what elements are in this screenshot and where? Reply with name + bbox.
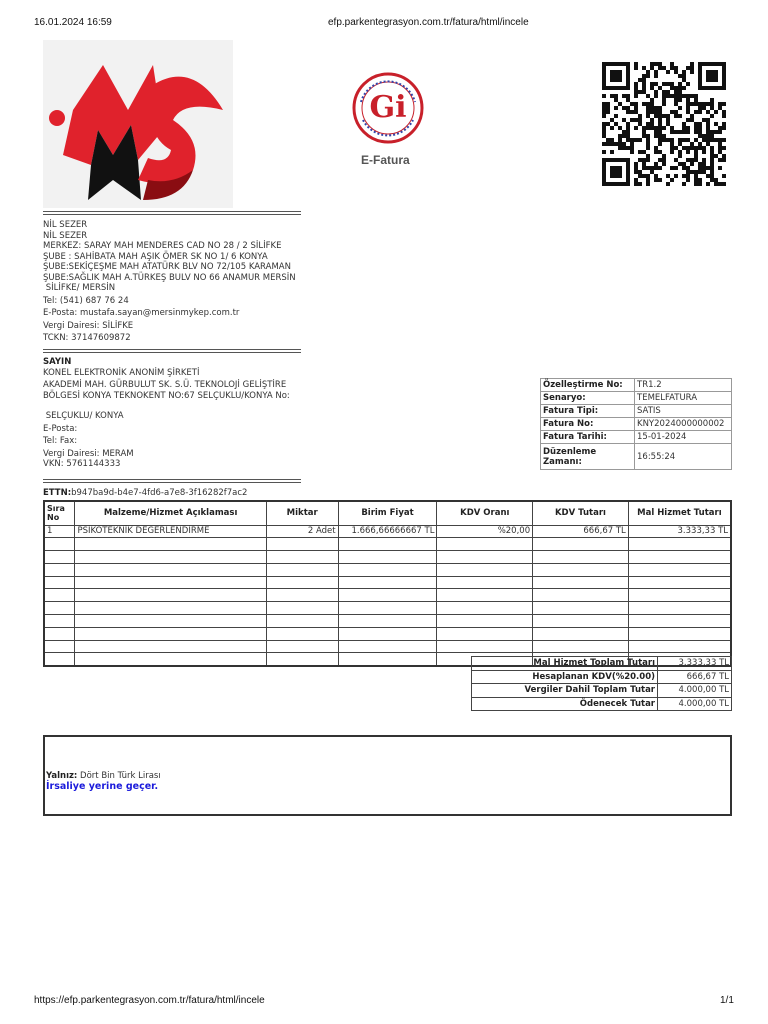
totals-row	[472, 684, 732, 698]
separator-buyer-top	[43, 349, 301, 353]
col-header: KDV Tutarı	[533, 501, 629, 525]
cell	[338, 551, 437, 564]
table-row	[44, 525, 731, 538]
cell	[44, 538, 75, 551]
cell	[628, 538, 731, 551]
seller-line: SİLİFKE/ MERSİN	[43, 283, 116, 293]
cell	[437, 576, 533, 589]
cell	[75, 653, 266, 666]
cell	[437, 627, 533, 640]
table-row-empty	[44, 563, 731, 576]
cell	[437, 563, 533, 576]
info-value: KNY2024000000002	[635, 418, 732, 431]
table-row-empty	[44, 576, 731, 589]
company-logo	[43, 40, 233, 208]
cell	[266, 653, 338, 666]
cell	[338, 627, 437, 640]
cell	[75, 551, 266, 564]
print-url-top: efp.parkentegrasyon.com.tr/fatura/html/incele	[328, 17, 529, 28]
info-key: Senaryo:	[541, 392, 635, 405]
totals-value: 4.000,00 TL	[658, 684, 732, 698]
totals-key: Ödenecek Tutar	[472, 697, 658, 711]
cell	[628, 576, 731, 589]
cell: 2 Adet	[266, 525, 338, 538]
cell	[628, 615, 731, 628]
info-row	[541, 379, 732, 392]
cell	[533, 551, 629, 564]
print-url-bottom: https://efp.parkentegrasyon.com.tr/fatura/html/incele	[34, 995, 265, 1006]
cell	[44, 615, 75, 628]
seller-line: MERKEZ: SARAY MAH MENDERES CAD NO 28 / 2 SİLİFKE	[43, 241, 282, 251]
cell	[75, 563, 266, 576]
info-value: 15-01-2024	[635, 431, 732, 444]
col-header: Birim Fiyat	[338, 501, 437, 525]
col-header: Malzeme/Hizmet Açıklaması	[75, 501, 266, 525]
totals-table	[471, 656, 732, 711]
col-header: Mal Hizmet Tutarı	[628, 501, 731, 525]
gib-seal-icon	[349, 72, 427, 144]
info-key: Özelleştirme No:	[541, 379, 635, 392]
info-row	[541, 431, 732, 444]
cell	[266, 589, 338, 602]
yalniz-value: Dört Bin Türk Lirası	[77, 771, 161, 781]
totals-key: Hesaplanan KDV(%20.00)	[472, 670, 658, 684]
cell	[75, 576, 266, 589]
seller-tel: Tel: (541) 687 76 24	[43, 295, 129, 306]
info-key: Fatura Tarihi:	[541, 431, 635, 444]
totals-value: 3.333,33 TL	[658, 657, 732, 671]
svg-text:Gi: Gi	[369, 90, 407, 125]
cell: 1.666,66666667 TL	[338, 525, 437, 538]
table-row-empty	[44, 640, 731, 653]
irsaliye-note: İrsaliye yerine geçer.	[46, 781, 159, 792]
col-header: Sıra No	[44, 501, 75, 525]
cell	[266, 602, 338, 615]
cell	[628, 551, 731, 564]
cell	[266, 563, 338, 576]
cell	[266, 538, 338, 551]
info-row	[541, 444, 732, 470]
table-row-empty	[44, 627, 731, 640]
seller-info	[43, 220, 296, 344]
info-value: TEMELFATURA	[635, 392, 732, 405]
cell	[266, 640, 338, 653]
cell: PSİKOTEKNİK DEGERLENDİRME	[75, 525, 266, 538]
cell	[44, 589, 75, 602]
table-row-empty	[44, 602, 731, 615]
totals-row	[472, 657, 732, 671]
info-row	[541, 392, 732, 405]
seller-line: NİL SEZER	[43, 220, 88, 230]
cell	[533, 602, 629, 615]
buyer-tax-office: Vergi Dairesi: MERAM	[43, 448, 134, 459]
buyer-line: AKADEMİ MAH. GÜRBULUT SK. S.Ü. TEKNOLOJİ GELİŞTİRE	[43, 380, 287, 390]
cell	[533, 640, 629, 653]
buyer-email: E-Posta:	[43, 423, 78, 434]
buyer-line	[43, 401, 290, 411]
cell	[437, 551, 533, 564]
cell	[75, 640, 266, 653]
seller-tax-office: Vergi Dairesi: SİLİFKE	[43, 320, 134, 331]
cell	[338, 576, 437, 589]
cell	[75, 602, 266, 615]
cell	[437, 538, 533, 551]
cell	[44, 576, 75, 589]
cell	[533, 627, 629, 640]
seller-line: NİL SEZER	[43, 230, 88, 241]
table-row-empty	[44, 615, 731, 628]
cell	[75, 615, 266, 628]
info-value: 16:55:24	[635, 444, 732, 470]
info-row	[541, 418, 732, 431]
cell	[533, 563, 629, 576]
info-key: Fatura Tipi:	[541, 405, 635, 418]
ettn-value: b947ba9d-b4e7-4fd6-a7e8-3f16282f7ac2	[71, 488, 248, 498]
cell	[628, 563, 731, 576]
seller-line: ŞUBE:SEKİÇEŞME MAH ATATÜRK BLV NO 72/105 KARAMAN	[43, 262, 291, 272]
totals-value: 666,67 TL	[658, 670, 732, 684]
table-row-empty	[44, 538, 731, 551]
cell	[338, 653, 437, 666]
cell	[266, 576, 338, 589]
cell	[44, 602, 75, 615]
cell	[44, 653, 75, 666]
seller-line: ŞUBE : SAHİBATA MAH AŞIK ÖMER SK NO 1/ 6 KONYA	[43, 251, 268, 262]
cell	[44, 563, 75, 576]
cell	[437, 589, 533, 602]
cell	[437, 615, 533, 628]
col-header: Miktar	[266, 501, 338, 525]
info-row	[541, 405, 732, 418]
cell	[628, 602, 731, 615]
table-row-empty	[44, 589, 731, 602]
cell	[533, 589, 629, 602]
buyer-vkn: VKN: 5761144333	[43, 459, 121, 469]
cell	[533, 538, 629, 551]
info-key: Düzenleme Zamanı:	[541, 444, 635, 470]
cell	[75, 538, 266, 551]
info-value: SATIS	[635, 405, 732, 418]
cell	[338, 589, 437, 602]
efatura-label: E-Fatura	[361, 153, 410, 167]
yalniz-label: Yalnız:	[46, 771, 78, 781]
table-row-empty	[44, 551, 731, 564]
items-table	[43, 500, 732, 667]
cell	[533, 615, 629, 628]
print-datetime: 16.01.2024 16:59	[34, 17, 112, 28]
cell: 1	[44, 525, 75, 538]
ettn	[43, 488, 247, 499]
cell	[628, 640, 731, 653]
totals-row	[472, 670, 732, 684]
cell: %20,00	[437, 525, 533, 538]
cell	[338, 602, 437, 615]
totals-row	[472, 697, 732, 711]
cell	[437, 640, 533, 653]
info-key: Fatura No:	[541, 418, 635, 431]
separator-buyer-bottom	[43, 479, 301, 483]
totals-key: Vergiler Dahil Toplam Tutar	[472, 684, 658, 698]
buyer-line: KONEL ELEKTRONİK ANONİM ŞİRKETİ	[43, 367, 200, 378]
cell	[266, 615, 338, 628]
cell	[338, 615, 437, 628]
cell	[75, 627, 266, 640]
cell	[338, 640, 437, 653]
cell	[44, 627, 75, 640]
print-page-count: 1/1	[720, 995, 734, 1006]
ettn-label: ETTN:	[43, 488, 72, 498]
cell: 666,67 TL	[533, 525, 629, 538]
cell	[338, 538, 437, 551]
items-header-row	[44, 501, 731, 525]
seller-tckn: TCKN: 37147609872	[43, 333, 131, 343]
cell	[44, 551, 75, 564]
cell	[338, 563, 437, 576]
buyer-heading: SAYIN	[43, 357, 72, 367]
invoice-info-table	[540, 378, 732, 470]
totals-value: 4.000,00 TL	[658, 697, 732, 711]
cell	[266, 551, 338, 564]
cell	[628, 627, 731, 640]
cell	[533, 576, 629, 589]
cell: 3.333,33 TL	[628, 525, 731, 538]
cell	[628, 589, 731, 602]
buyer-city: SELÇUKLU/ KONYA	[43, 411, 124, 421]
amount-in-words	[46, 771, 161, 782]
note-box	[43, 735, 732, 816]
col-header: KDV Oranı	[437, 501, 533, 525]
cell	[266, 627, 338, 640]
totals-key: Mal Hizmet Toplam Tutarı	[472, 657, 658, 671]
buyer-tel: Tel: Fax:	[43, 436, 78, 446]
buyer-info	[43, 357, 290, 470]
cell	[75, 589, 266, 602]
qr-code-icon	[602, 62, 730, 186]
buyer-line: BÖLGESİ KONYA TEKNOKENT NO:67 SELÇUKLU/KONYA No:	[43, 390, 290, 401]
cell	[437, 602, 533, 615]
seller-email: E-Posta: mustafa.sayan@mersinmykep.com.tr	[43, 308, 240, 318]
info-value: TR1.2	[635, 379, 732, 392]
separator-seller-top	[43, 211, 301, 215]
seller-line: ŞUBE:SAĞLIK MAH A.TÜRKEŞ BULV NO 66 ANAMUR MERSİN	[43, 272, 296, 283]
cell	[44, 640, 75, 653]
